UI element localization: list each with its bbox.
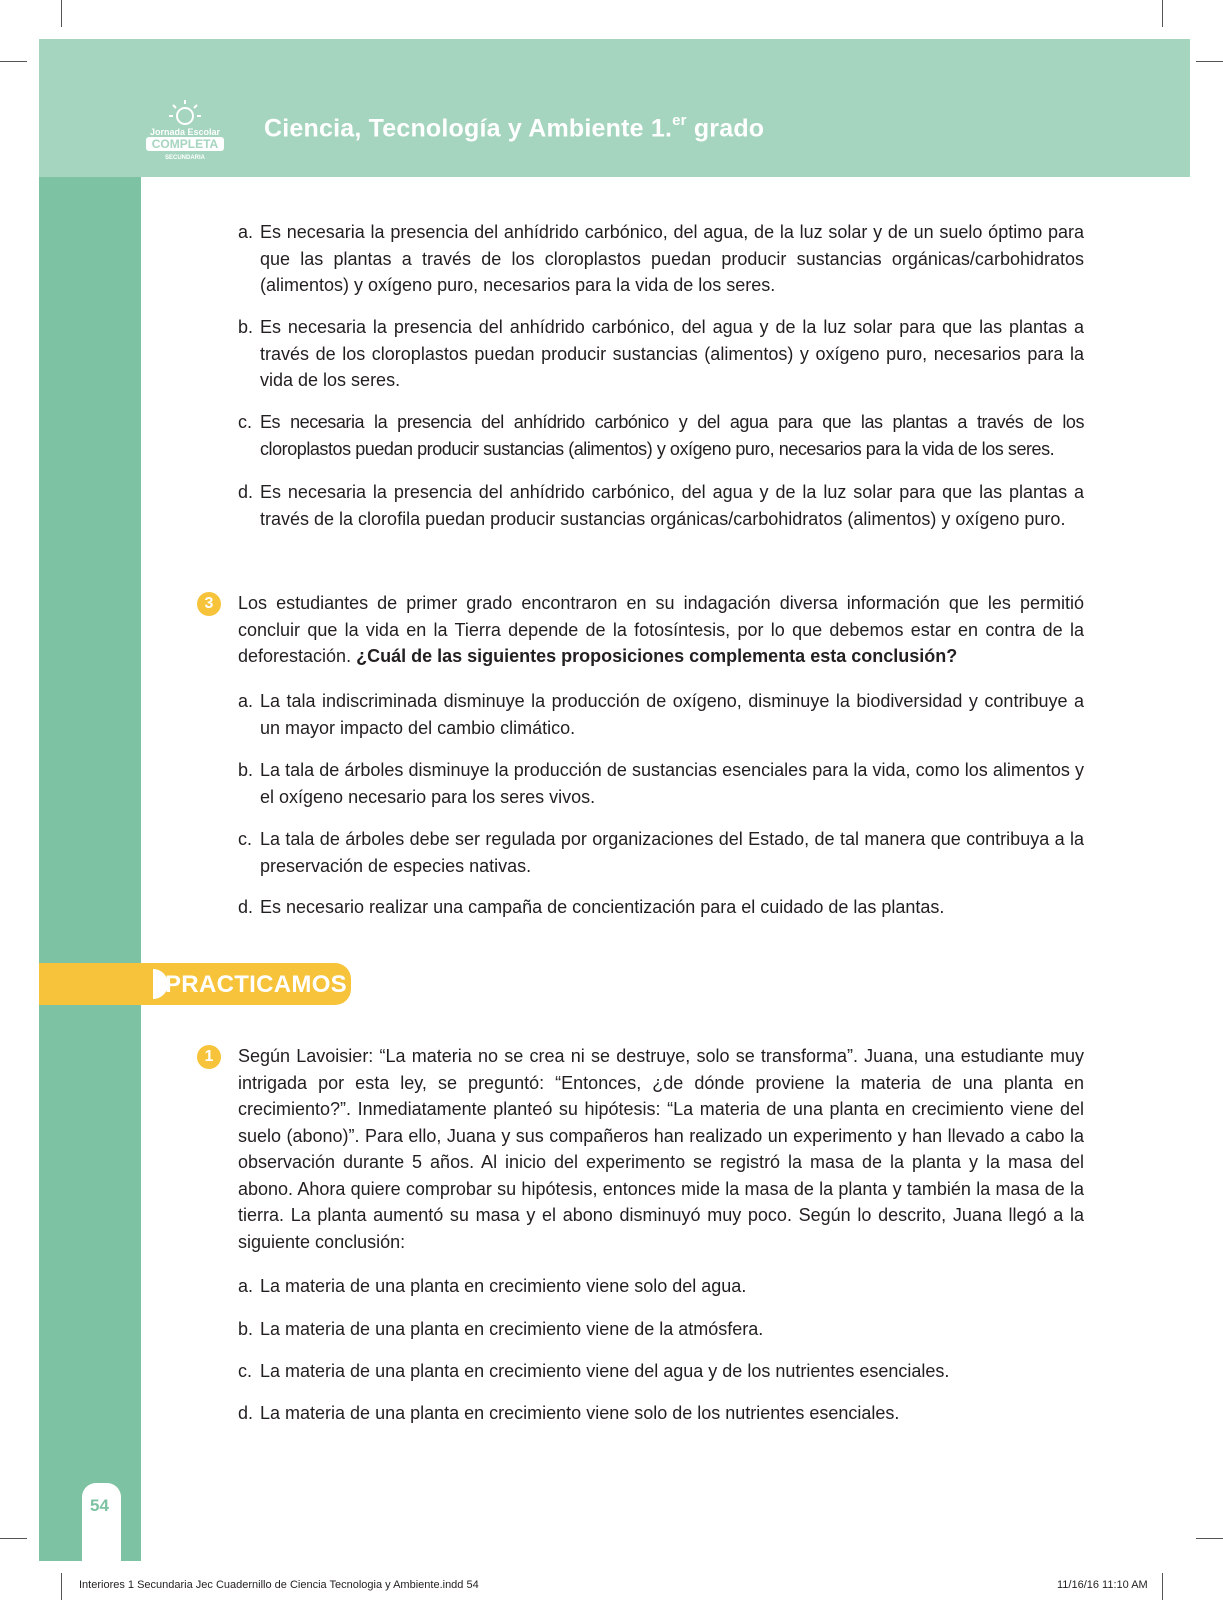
option-letter: b. xyxy=(238,760,254,780)
footer-timestamp: 11/16/16 11:10 AM xyxy=(1057,1579,1148,1591)
list-item xyxy=(238,1273,1084,1300)
option-letter: d. xyxy=(238,897,254,917)
section-title: PRACTICAMOS xyxy=(165,971,347,998)
option-letter: a. xyxy=(238,222,254,242)
option-text: La materia de una planta en crecimiento viene solo del agua. xyxy=(260,1276,747,1296)
crop-mark xyxy=(1162,0,1163,27)
option-letter: d. xyxy=(238,1403,254,1423)
side-band xyxy=(39,177,141,1561)
option-text: La tala de árboles disminuye la producción de sustancias esenciales para la vida, como los alimentos y el oxígeno necesario para los seres vivos. xyxy=(260,760,1084,807)
option-letter: b. xyxy=(238,1319,254,1339)
question-stem: Según Lavoisier: “La materia no se crea ni se destruye, solo se transforma”. Juana, una estudiante muy intrigada por esta ley, se preguntó: “Entonces, ¿de dónde proviene la materia de una planta en crecimiento?”. Inmediatamente planteó su hipótesis: “La materia de una planta en crecimiento viene del suelo (abono)”. Para ello, Juana y sus compañeros han realizado un experimento y han llevado a cabo la observación durante 5 años. Al inicio del experimento se registró la masa de la planta y la masa del abono. Ahora quiere comprobar su hipótesis, entonces mide la masa de la planta y también la masa de la tierra. La planta aumentó su masa y el abono disminuyó muy poco. Según lo descrito, Juana llegó a la siguiente conclusión: xyxy=(238,1046,1084,1252)
crop-mark xyxy=(0,61,27,62)
option-letter: a. xyxy=(238,1276,254,1296)
crop-mark xyxy=(61,0,62,27)
list-item xyxy=(238,409,1084,462)
list-item xyxy=(238,757,1084,810)
option-text: La materia de una planta en crecimiento viene del agua y de los nutrientes esenciales. xyxy=(260,1361,950,1381)
list-item xyxy=(238,1316,1084,1343)
page-number-tab xyxy=(82,1483,121,1561)
option-text: Es necesaria la presencia del anhídrido carbónico, del agua y de la luz solar para que las plantas a través de los cloroplastos puedan producir sustancias (alimentos) y oxígeno puro, necesarios para la vida de los seres. xyxy=(260,317,1084,390)
list-item xyxy=(238,826,1084,879)
option-text: La materia de una planta en crecimiento viene de la atmósfera. xyxy=(260,1319,764,1339)
svg-text:Jornada Escolar: Jornada Escolar xyxy=(149,127,221,137)
option-letter: c. xyxy=(238,829,253,849)
option-text: La tala indiscriminada disminuye la producción de oxígeno, disminuye la biodiversidad y contribuye a un mayor impacto del cambio climático. xyxy=(260,691,1084,738)
option-text: La materia de una planta en crecimiento viene solo de los nutrientes esenciales. xyxy=(260,1403,900,1423)
option-letter: c. xyxy=(238,1361,253,1381)
question-text: Los estudiantes de primer grado encontraron en su indagación diversa información que les permitió concluir que la vida en la Tierra depende de la fotosíntesis, por lo que debemos estar en contra de la deforestación. xyxy=(238,593,1084,666)
question-prompt: ¿Cuál de las siguientes proposiciones complementa esta conclusión? xyxy=(356,646,958,666)
list-item xyxy=(238,219,1084,299)
banner-notch xyxy=(138,969,168,999)
section-banner xyxy=(39,963,351,1005)
option-text: Es necesaria la presencia del anhídrido carbónico, del agua, de la luz solar y de un suelo óptimo para que las plantas a través de los cloroplastos puedan producir sustancias orgánicas/carbohidratos (alimentos) y oxígeno puro, necesarios para la vida de los seres. xyxy=(260,222,1084,295)
list-item xyxy=(238,1400,1084,1427)
crop-mark xyxy=(1162,1573,1163,1600)
option-text: Es necesaria la presencia del anhídrido carbónico y del agua para que las plantas a través de los cloroplastos puedan producir sustancias (alimentos) y oxígeno puro, necesarios para la vida de los seres. xyxy=(260,412,1084,459)
list-item xyxy=(238,479,1084,532)
svg-text:COMPLETA: COMPLETA xyxy=(151,137,219,151)
svg-text:SECUNDARIA: SECUNDARIA xyxy=(164,155,206,161)
crop-mark xyxy=(1196,61,1223,62)
page-number: 54 xyxy=(90,1496,109,1515)
option-text: Es necesaria la presencia del anhídrido carbónico, del agua y de la luz solar para que las plantas a través de la clorofila puedan producir sustancias orgánicas/carbohidratos (alimentos) y oxígeno puro. xyxy=(260,482,1084,529)
footer-filename: Interiores 1 Secundaria Jec Cuadernillo de Ciencia Tecnologia y Ambiente.indd 54 xyxy=(79,1579,479,1591)
question-number-badge: 1 xyxy=(197,1045,221,1069)
list-item xyxy=(238,688,1084,741)
option-letter: a. xyxy=(238,691,254,711)
jornada-escolar-logo xyxy=(140,98,230,162)
crop-mark xyxy=(1196,1538,1223,1539)
option-letter: c. xyxy=(238,412,253,432)
option-text: La tala de árboles debe ser regulada por organizaciones del Estado, de tal manera que contribuya a la preservación de especies nativas. xyxy=(260,829,1084,876)
list-item xyxy=(238,314,1084,394)
crop-mark xyxy=(61,1573,62,1600)
list-item xyxy=(238,1358,1084,1385)
option-letter: d. xyxy=(238,482,254,502)
question-stem xyxy=(238,590,1084,670)
option-letter: b. xyxy=(238,317,254,337)
list-item xyxy=(238,894,1084,921)
crop-mark xyxy=(0,1538,27,1539)
page-title: Ciencia, Tecnología y Ambiente 1.$^{er}$ grado xyxy=(264,112,765,143)
question-number-badge: 3 xyxy=(197,592,221,616)
option-text: Es necesario realizar una campaña de concientización para el cuidado de las plantas. xyxy=(260,897,945,917)
